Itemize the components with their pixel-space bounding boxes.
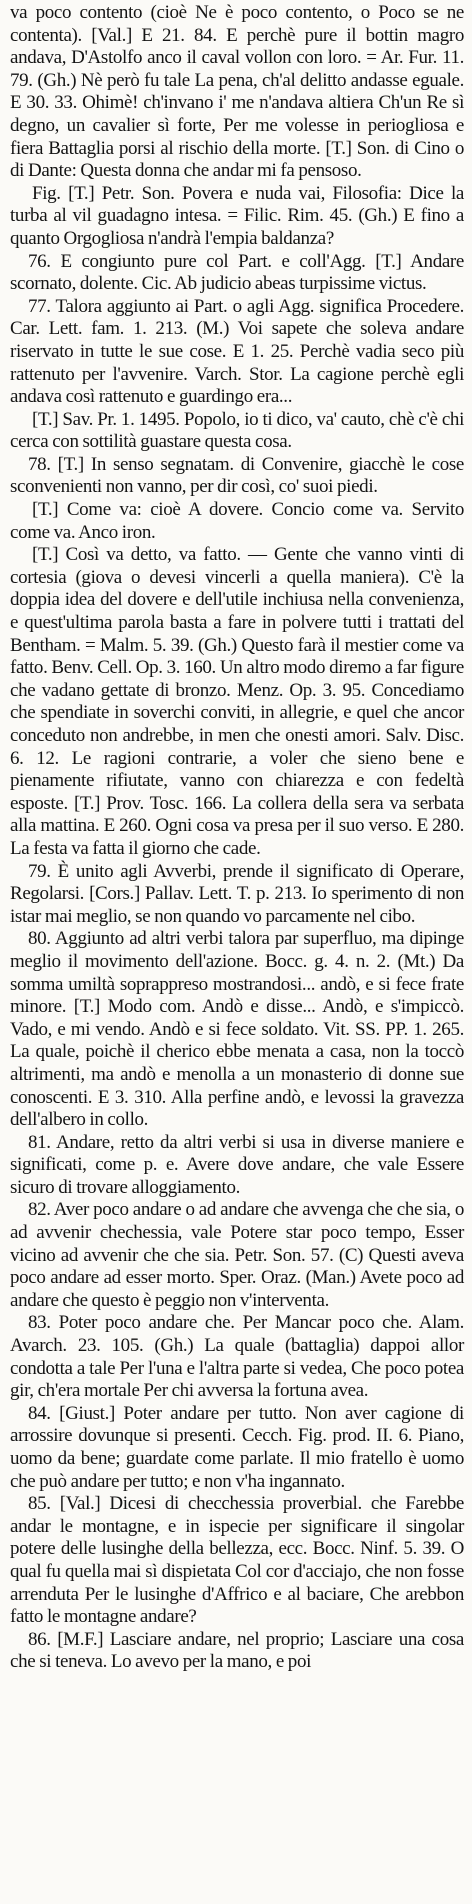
paragraph-78: 78. [T.] In senso segnatam. di Convenire, giacchè le cose sconvenienti non vanno, per dir così, co' suoi piedi. (10, 453, 464, 498)
paragraph-continuation: va poco contento (cioè Ne è poco contento, o Poco se ne contenta). [Val.] E 21. 84. E perchè pure il bottin magro andava, D'Astolfo anco il caval vollon con loro. = Ar. Fur. 11. 79. (Gh.) Nè però fu tale La pena, ch'al delitto andasse eguale. E 30. 33. Ohimè! ch'invano i' me n'andava altiera Ch'un Re sì degno, un cavalier sì forte, Per me volesse in periogliosa e fiera Battaglia porsi al rischio della morte. [T.] Son. di Cino o di Dante: Questa donna che andar mi fa pensoso. (10, 2, 464, 182)
paragraph-86: 86. [M.F.] Lasciare andare, nel proprio; Lasciare una cosa che si teneva. Lo avevo per la mano, e poi (10, 1628, 464, 1673)
paragraph-fig: Fig. [T.] Petr. Son. Povera e nuda vai, Filosofia: Dice la turba al vil guadagno intesa. = Filic. Rim. 45. (Gh.) E fino a quanto Orgogliosa n'andrà l'empia baldanza? (10, 182, 464, 249)
paragraph-77: 77. Talora aggiunto ai Part. o agli Agg. significa Procedere. Car. Lett. fam. 1. 213. (M.) Voi sapete che soleva andare riservato in tutte le sue cose. E 1. 25. Perchè vadia seco più rattenuto per l'avvenire. Varch. Stor. La cagione perchè egli andava così rattenuto e guardingo era... (10, 295, 464, 408)
paragraph-76: 76. E congiunto pure col Part. e coll'Agg. [T.] Andare scornato, dolente. Cic. Ab judicio abeas turpissime victus. (10, 250, 464, 295)
paragraph-78-come-va: [T.] Come va: cioè A dovere. Concio come va. Servito come va. Anco iron. (10, 499, 464, 543)
paragraph-79: 79. È unito agli Avverbi, prende il significato di Operare, Regolarsi. [Cors.] Pallav. Lett. T. p. 213. Io sperimento di non istar mai meglio, se non quando vo parcamente nel cibo. (10, 860, 464, 927)
paragraph-82: 82. Aver poco andare o ad andare che avvenga che che sia, o ad avvenir chechessia, vale Potere star poco tempo, Esser vicino ad avvenir che che sia. Petr. Son. 57. (C) Questi aveva poco andare ad esser morto. Sper. Oraz. (Man.) Avete poco ad andare che questo è peggio non v'interventa. (10, 1199, 464, 1311)
paragraph-84: 84. [Giust.] Poter andare per tutto. Non aver cagione di arrossire dovunque si presenti. Cecch. Fig. prod. II. 6. Piano, uomo da bene; guardate come parlate. Il mio fratello è uomo che può andare per tutto; e non v'ha ingannato. (10, 1402, 464, 1492)
paragraph-78-cosi-va: [T.] Così va detto, va fatto. — Gente che vanno vinti di cortesia (giova o devesi vincerli a quella maniera). C'è la doppia idea del dovere e dell'utile inchiusa nella convenienza, e quest'ultima parola basta a fare in polvere tutti i trattati del Bentham. = Malm. 5. 39. (Gh.) Questo farà il mestier come va fatto. Benv. Cell. Op. 3. 160. Un altro modo diremo a far figure che vadano gettate di bronzo. Menz. Op. 3. 95. Concediamo che spendiate in soverchi conviti, in allegrie, e quel che ancor conceduto non andrebbe, in men che onesti amori. Salv. Disc. 6. 12. Le ragioni contrarie, a voler che sieno bene e pienamente rifiutate, vanno con chiarezza e con fedeltà esposte. [T.] Prov. Tosc. 166. La collera della sera va serbata alla mattina. E 260. Ogni cosa va presa per il suo verso. E 280. La festa va fatta il giorno che cade. (10, 544, 464, 859)
paragraph-80: 80. Aggiunto ad altri verbi talora par superfluo, ma dipinge meglio il movimento dell'azione. Bocc. g. 4. n. 2. (Mt.) Da somma umiltà soprappreso mostrandosi... andò, e si fece frate minore. [T.] Modo com. Andò e disse... Andò, e s'impiccò. Vado, e mi vendo. Andò e si fece soldato. Vit. SS. PP. 1. 265. La quale, poichè il cherico ebbe menata a casa, non la toccò altrimenti, ma andò e menolla a un monasterio di donne sue conoscenti. E 3. 310. Alla perfine andò, e levossi la gravezza dell'albero in collo. (10, 928, 464, 1131)
paragraph-83: 83. Poter poco andare che. Per Mancar poco che. Alam. Avarch. 23. 105. (Gh.) La quale (battaglia) dappoi allor condotta a tale Per l'una e l'altra parte si vedea, Che poco potea gir, ch'era mortale Per chi avversa la fortuna avea. (10, 1312, 464, 1402)
paragraph-77-sav: [T.] Sav. Pr. 1. 1495. Popolo, io ti dico, va' cauto, chè c'è chi cerca con sottilità guastare questa cosa. (10, 408, 464, 453)
paragraph-85: 85. [Val.] Dicesi di checchessia proverbial. che Farebbe andar le montagne, e in ispecie per significare il singolar potere delle lusinghe della bellezza, ecc. Bocc. Ninf. 5. 39. O qual fu quella mai sì dispietata Col cor d'acciajo, che non fosse arrenduta Per le lusinghe d'Affrico e al baciare, Che arebbon fatto le montagne andare? (10, 1493, 464, 1628)
paragraph-81: 81. Andare, retto da altri verbi si usa in diverse maniere e significati, come p. e. Avere dove andare, che vale Essere sicuro di trovare alloggiamento. (10, 1131, 464, 1198)
